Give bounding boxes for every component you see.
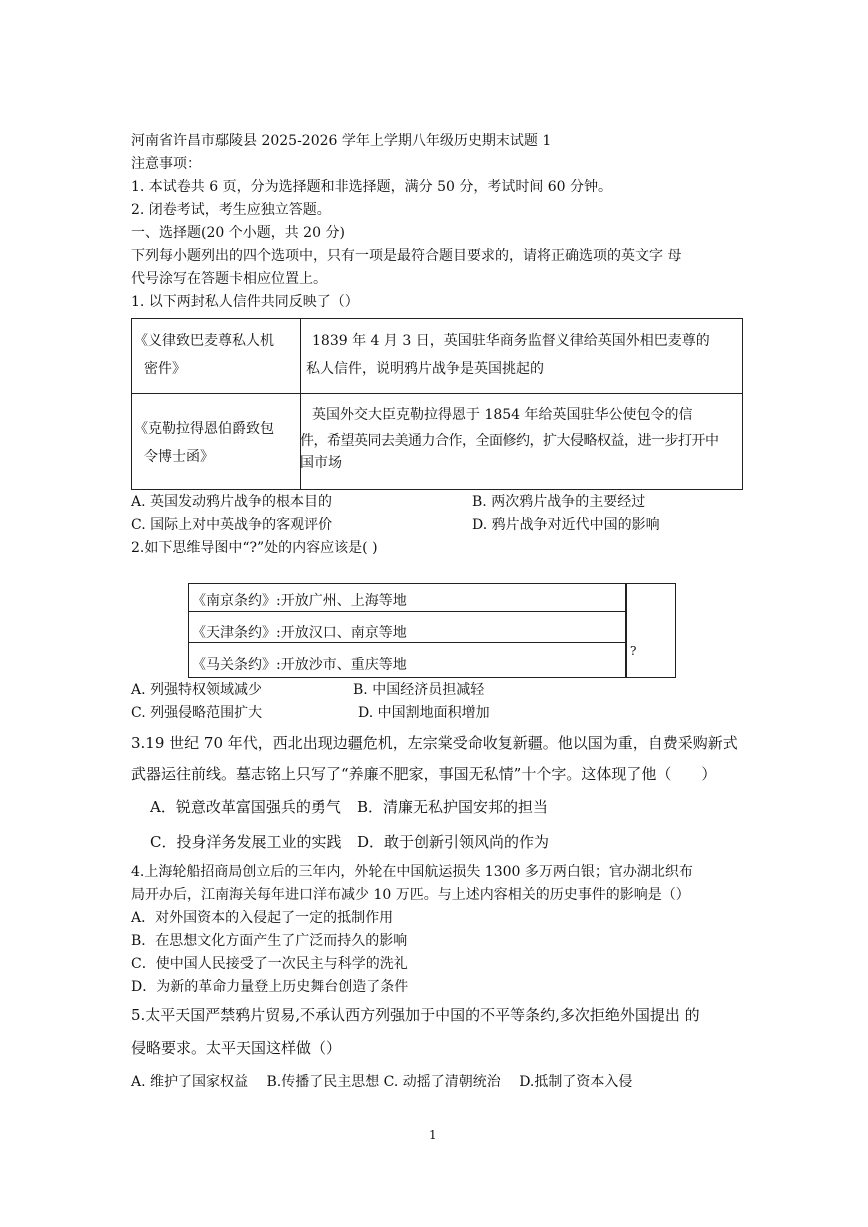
q5-options[interactable]: A. 维护了国家权益 B.传播了民主思想 C. 动摇了清朝统治 D.抵制了资本入侵 (131, 1074, 633, 1090)
q4-option-a[interactable]: A．对外国资本的入侵起了一定的抵制作用 (131, 910, 394, 926)
mind-map-row: 《南京条约》:开放广州、上海等地 (192, 593, 407, 609)
cell-text: 国市场 (300, 455, 342, 471)
cell-text: 英国外交大臣克勒拉得恩于 1854 年给英国驻华公使包令的信 (312, 407, 693, 423)
q1-option-a[interactable]: A. 英国发动鸦片战争的根本目的 (131, 494, 333, 510)
q1-option-d[interactable]: D. 鸦片战争对近代中国的影响 (472, 517, 660, 533)
table-row (132, 393, 742, 490)
q2-option-d[interactable]: D. 中国割地面积增加 (358, 705, 490, 721)
q1-option-b[interactable]: B. 两次鸦片战争的主要经过 (472, 494, 646, 510)
q4-stem-line-1: 4.上海轮船招商局创立后的三年内，外轮在中国航运损失 1300 多万两白银；官办湖北织布 (131, 864, 693, 880)
q5-stem-line-2: 侵略要求。太平天国这样做（） (131, 1039, 342, 1057)
notice-heading: 注意事项： (131, 156, 201, 172)
mind-map-row: 《马关条约》:开放沙市、重庆等地 (192, 657, 407, 673)
q3-stem-line-2: 武器运往前线。墓志铭上只写了“养廉不肥家，事国无私情”十个字。这体现了他（ ） (131, 765, 717, 783)
table-cell-content (300, 319, 742, 393)
q3-option-d[interactable]: D．敢于创新引领风尚的作为 (357, 833, 550, 851)
q4-stem-line-2: 局开办后，江南海关每年进口洋布减少 10 万匹。与上述内容相关的历史事件的影响是（） (131, 887, 690, 903)
page-number: 1 (429, 1128, 437, 1142)
mind-map-row: 《天津条约》:开放汉口、南京等地 (192, 625, 407, 641)
q3-option-c[interactable]: C．投身洋务发展工业的实践 (150, 833, 342, 851)
cell-text: 令博士函》 (144, 449, 214, 465)
instruction-line-2: 代号涂写在答题卡相应位置上。 (131, 271, 327, 287)
mind-map-answer-box (626, 583, 676, 678)
cell-text: 1839 年 4 月 3 日，英国驻华商务监督义律给英国外相巴麦尊的 (312, 333, 710, 349)
notice-item-2: 2. 闭卷考试，考生应独立答题。 (131, 202, 331, 218)
question-mark: ? (630, 644, 637, 658)
q5-stem-line-1: 5.太平天国严禁鸦片贸易,不承认西方列强加于中国的不平等条约,多次拒绝外国提出 的 (131, 1006, 700, 1024)
q2-option-b[interactable]: B. 中国经济员担减轻 (353, 682, 485, 698)
notice-item-1: 1. 本试卷共 6 页，分为选择题和非选择题，满分 50 分，考试时间 60 分钟。 (131, 179, 613, 195)
q4-option-c[interactable]: C．使中国人民接受了一次民主与科学的洗礼 (131, 956, 408, 972)
q3-stem-line-1: 3.19 世纪 70 年代，西北出现边疆危机，左宗棠受命收复新疆。他以国为重，自费采购新式 (131, 734, 738, 752)
table-cell-name (132, 319, 301, 393)
q1-option-c[interactable]: C. 国际上对中英战争的客观评价 (131, 517, 333, 533)
cell-text: 《义律致巴麦尊私人机 (134, 333, 274, 349)
q1-stem: 1. 以下两封私人信件共同反映了（） (131, 294, 359, 310)
q2-stem: 2.如下思维导图中“?”处的内容应该是( ) (131, 540, 378, 556)
q1-table (131, 318, 743, 490)
q2-option-a[interactable]: A. 列强特权领域减少 (131, 682, 263, 698)
instruction-line-1: 下列每小题列出的四个选项中，只有一项是最符合题目要求的，请将正确选项的英文字 母 (131, 248, 682, 264)
table-row (132, 319, 742, 394)
section-heading: 一、选择题(20 个小题，共 20 分) (131, 225, 345, 241)
q2-mind-map (188, 583, 676, 678)
q3-option-b[interactable]: B．清廉无私护国安邦的担当 (357, 798, 549, 816)
cell-text: 件，希望英同去美通力合作，全面修约，扩大侵略权益，进一步打开中 (300, 433, 719, 449)
q3-option-a[interactable]: A．锐意改革富国强兵的勇气 (150, 798, 341, 816)
table-cell-name (132, 393, 301, 490)
q2-option-c[interactable]: C. 列强侵略范围扩大 (131, 705, 263, 721)
cell-text: 密件》 (144, 361, 186, 377)
divider (188, 611, 626, 612)
cell-text: 私人信件，说明鸦片战争是英国挑起的 (306, 361, 544, 377)
exam-title: 河南省许昌市鄢陵县 2025-2026 学年上学期八年级历史期末试题 1 (131, 133, 552, 149)
table-cell-content (300, 393, 742, 490)
q4-option-b[interactable]: B．在思想文化方面产生了广泛而持久的影响 (131, 933, 408, 949)
q4-option-d[interactable]: D．为新的革命力量登上历史舞台创造了条件 (131, 979, 409, 995)
cell-text: 《克勒拉得恩伯爵致包 (134, 421, 274, 437)
